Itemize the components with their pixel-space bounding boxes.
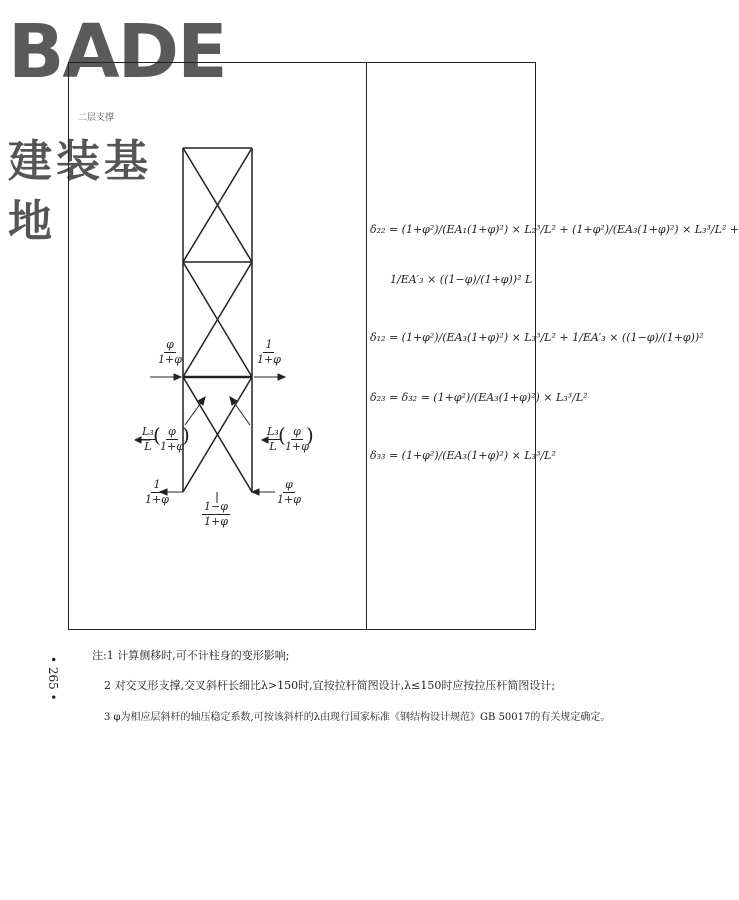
logo-subtitle: 二层支撑: [78, 113, 115, 123]
formula-delta12: δ₁₂ = (1+φ²)/(EA₃(1+φ)²) × L₃³/L² + 1/EA′₃ × ((1−φ)/(1+φ))²: [370, 331, 704, 344]
right-mid-paren: (: [278, 423, 286, 447]
left-mid-paren-close: ): [182, 423, 190, 447]
note-2: 2 对交叉形支撑,交叉斜杆长细比λ>150时,宜按拉杆简图设计,λ≤150时应按拉压杆简图设计;: [104, 679, 556, 692]
formula-delta23: δ₂₃ = δ₃₂ = (1+φ²)/(EA₃(1+φ)²) × L₃³/L²: [370, 391, 588, 404]
logo-chinese: 建装基地: [8, 136, 152, 247]
formula-delta22-cont: 1/EA′₃ × ((1−φ)/(1+φ))² L: [390, 273, 533, 286]
note-1: 注:1 计算侧移时,可不计柱身的变形影响;: [92, 649, 290, 662]
left-mid-force: $\frac{\varphi}{1+\varphi}$: [160, 425, 184, 453]
left-mid-paren: (: [153, 423, 161, 447]
note-3: 3 φ为相应层斜杆的轴压稳定系数,可按该斜杆的λ由现行国家标准《钢结构设计规范》GB 50017的有关规定确定。: [104, 712, 611, 723]
center-bottom-force: $\frac{1-\varphi}{1+\varphi}$: [204, 500, 228, 528]
right-bottom-force: $\frac{\varphi}{1+\varphi}$: [277, 478, 301, 506]
formula-delta33: δ₃₃ = (1+φ²)/(EA₃(1+φ)²) × L₃³/L²: [370, 449, 556, 462]
page-number: • 265 •: [46, 656, 60, 701]
logo-brand: BADE: [8, 9, 226, 95]
right-mid-prefix: $\frac{\text{L₃}}{L}$: [267, 425, 279, 453]
left-mid-prefix: $\frac{\text{L₃}}{L}$: [142, 425, 154, 453]
formula-delta22: δ₂₂ = (1+φ²)/(EA₁(1+φ)²) × L₂³/L² + (1+φ²)/(EA₃(1+φ)²) × L₃³/L² +: [370, 223, 739, 236]
left-bottom-force: $\frac{1}{1+\varphi}$: [145, 478, 169, 506]
right-mid-force: $\frac{\varphi}{1+\varphi}$: [285, 425, 309, 453]
right-mid-paren-close: ): [306, 423, 314, 447]
right-top-force: $\frac{1}{1+\varphi}$: [257, 338, 281, 366]
left-top-force: $\frac{\varphi}{1+\varphi}$: [158, 338, 182, 366]
